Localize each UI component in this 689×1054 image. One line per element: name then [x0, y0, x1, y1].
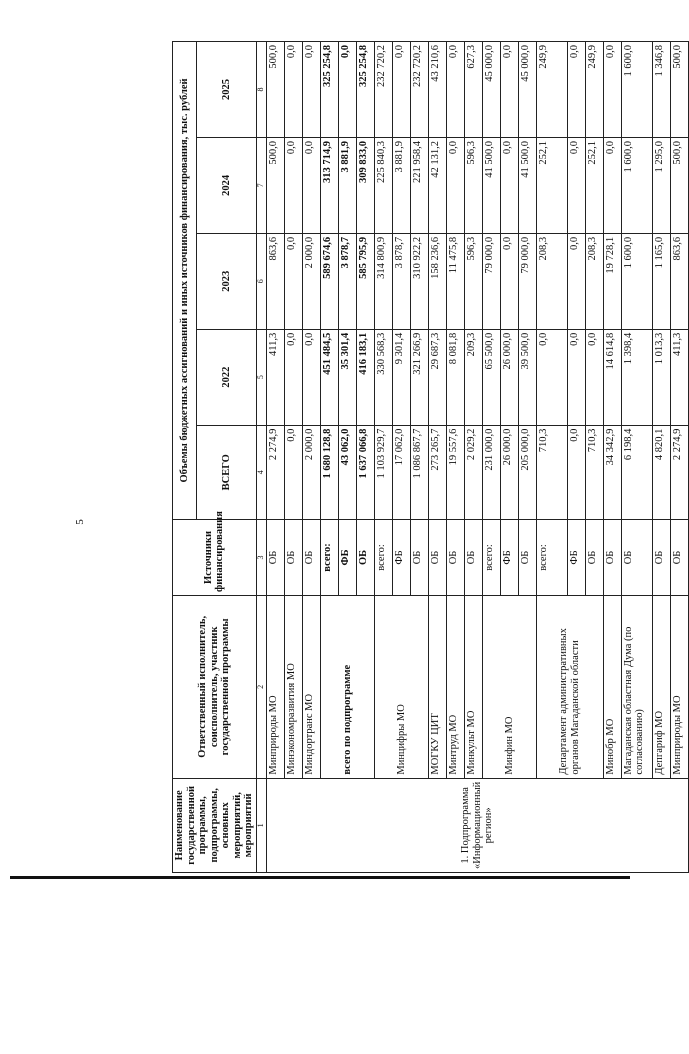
- source-cell: всего:: [536, 519, 567, 595]
- value-cell: 0,0: [500, 42, 518, 138]
- value-cell: 0,0: [585, 329, 603, 425]
- header-year-2025: 2025: [196, 42, 256, 138]
- value-cell: 585 795,9: [356, 233, 374, 329]
- source-cell: ОБ: [284, 519, 302, 595]
- value-cell: 330 568,3: [374, 329, 392, 425]
- value-cell: 863,6: [266, 233, 284, 329]
- value-cell: 2 000,0: [302, 425, 320, 519]
- header-program-name: Наименование государственной программы, подпрограммы, основных мероприятий, мероприятий: [173, 778, 257, 872]
- executor-cell: Минтруд МО: [446, 596, 464, 779]
- subprogram-title: 1. Подпрограмма «Информационный регион»: [266, 778, 688, 872]
- header-funding-source: Источники финансирования: [173, 519, 257, 595]
- value-cell: 19 728,1: [603, 233, 621, 329]
- value-cell: 4 820,1: [652, 425, 670, 519]
- value-cell: 1 295,0: [652, 137, 670, 233]
- header-executor: Ответственный исполнитель, соисполнитель, участник государственной программы: [173, 596, 257, 779]
- table-row: [670, 42, 688, 873]
- table-row: [266, 42, 284, 873]
- value-cell: 0,0: [284, 425, 302, 519]
- value-cell: 231 000,0: [482, 425, 500, 519]
- value-cell: 34 342,9: [603, 425, 621, 519]
- value-cell: 710,3: [536, 425, 567, 519]
- value-cell: 500,0: [266, 137, 284, 233]
- value-cell: 0,0: [446, 137, 464, 233]
- value-cell: 3 881,9: [392, 137, 410, 233]
- value-cell: 158 236,6: [428, 233, 446, 329]
- executor-cell: Минкульт МО: [464, 596, 482, 779]
- executor-cell: Департамент административных органов Магаданской области: [536, 596, 603, 779]
- value-cell: 1 086 867,7: [410, 425, 428, 519]
- page-number: 5: [74, 519, 86, 525]
- value-cell: 416 183,1: [356, 329, 374, 425]
- rotated-table-container: [172, 41, 683, 873]
- executor-cell: Минэкономразвития МО: [284, 596, 302, 779]
- value-cell: 6 198,4: [621, 425, 652, 519]
- value-cell: 252,1: [585, 137, 603, 233]
- table-row: [603, 42, 621, 873]
- table-row: [320, 42, 338, 873]
- executor-cell: Миндортранс МО: [302, 596, 320, 779]
- value-cell: 39 500,0: [518, 329, 536, 425]
- source-cell: ОБ: [652, 519, 670, 595]
- value-cell: 0,0: [392, 42, 410, 138]
- value-cell: 249,9: [585, 42, 603, 138]
- value-cell: 0,0: [500, 137, 518, 233]
- value-cell: 411,3: [266, 329, 284, 425]
- executor-cell: Минфин МО: [482, 596, 536, 779]
- table-row: [446, 42, 464, 873]
- value-cell: 208,3: [536, 233, 567, 329]
- value-cell: 1 103 929,7: [374, 425, 392, 519]
- value-cell: 0,0: [567, 42, 585, 138]
- value-cell: 1 600,0: [621, 233, 652, 329]
- value-cell: 43 062,0: [338, 425, 356, 519]
- source-cell: ОБ: [464, 519, 482, 595]
- header-year-2024: 2024: [196, 137, 256, 233]
- value-cell: 26 000,0: [500, 329, 518, 425]
- source-cell: ФБ: [338, 519, 356, 595]
- value-cell: 1 346,8: [652, 42, 670, 138]
- table-row: [428, 42, 446, 873]
- value-cell: 26 000,0: [500, 425, 518, 519]
- value-cell: 14 614,8: [603, 329, 621, 425]
- value-cell: 1 637 066,8: [356, 425, 374, 519]
- source-cell: ФБ: [392, 519, 410, 595]
- source-cell: ОБ: [446, 519, 464, 595]
- value-cell: 42 131,2: [428, 137, 446, 233]
- value-cell: 232 720,2: [410, 42, 428, 138]
- value-cell: 0,0: [338, 42, 356, 138]
- value-cell: 232 720,2: [374, 42, 392, 138]
- value-cell: 79 000,0: [482, 233, 500, 329]
- value-cell: 43 210,6: [428, 42, 446, 138]
- value-cell: 3 881,9: [338, 137, 356, 233]
- value-cell: 1 680 128,8: [320, 425, 338, 519]
- table-row: [284, 42, 302, 873]
- column-index: 5: [256, 329, 266, 425]
- source-cell: ОБ: [302, 519, 320, 595]
- table-row: [302, 42, 320, 873]
- value-cell: 0,0: [302, 137, 320, 233]
- value-cell: 309 833,0: [356, 137, 374, 233]
- value-cell: 0,0: [603, 42, 621, 138]
- source-cell: ОБ: [266, 519, 284, 595]
- value-cell: 313 714,9: [320, 137, 338, 233]
- source-cell: ОБ: [670, 519, 688, 595]
- value-cell: 0,0: [284, 233, 302, 329]
- source-cell: всего:: [374, 519, 392, 595]
- value-cell: 3 878,7: [392, 233, 410, 329]
- source-cell: ОБ: [603, 519, 621, 595]
- value-cell: 17 062,0: [392, 425, 410, 519]
- value-cell: 325 254,8: [356, 42, 374, 138]
- value-cell: 710,3: [585, 425, 603, 519]
- budget-table: [172, 41, 689, 873]
- value-cell: 3 878,7: [338, 233, 356, 329]
- value-cell: 863,6: [670, 233, 688, 329]
- table-row: [374, 42, 392, 873]
- value-cell: 0,0: [567, 329, 585, 425]
- source-cell: всего:: [320, 519, 338, 595]
- divider-line: [10, 876, 630, 879]
- value-cell: 221 958,4: [410, 137, 428, 233]
- value-cell: 2 274,9: [266, 425, 284, 519]
- value-cell: 0,0: [567, 425, 585, 519]
- value-cell: 411,3: [670, 329, 688, 425]
- source-cell: ОБ: [356, 519, 374, 595]
- header-total: ВСЕГО: [196, 425, 256, 519]
- header-year-2022: 2022: [196, 329, 256, 425]
- value-cell: 325 254,8: [320, 42, 338, 138]
- value-cell: 0,0: [567, 233, 585, 329]
- value-cell: 209,3: [464, 329, 482, 425]
- value-cell: 321 266,9: [410, 329, 428, 425]
- source-cell: ОБ: [585, 519, 603, 595]
- table-row: [652, 42, 670, 873]
- table-row: [621, 42, 652, 873]
- table-row: [482, 42, 500, 873]
- executor-cell: МОГКУ ЦИТ: [428, 596, 446, 779]
- value-cell: 500,0: [670, 137, 688, 233]
- value-cell: 500,0: [266, 42, 284, 138]
- source-cell: ОБ: [518, 519, 536, 595]
- table-row: [464, 42, 482, 873]
- source-cell: ФБ: [500, 519, 518, 595]
- value-cell: 500,0: [670, 42, 688, 138]
- column-index: 6: [256, 233, 266, 329]
- value-cell: 79 000,0: [518, 233, 536, 329]
- column-index: 4: [256, 425, 266, 519]
- value-cell: 11 475,8: [446, 233, 464, 329]
- value-cell: 273 265,7: [428, 425, 446, 519]
- source-cell: ОБ: [621, 519, 652, 595]
- source-cell: ОБ: [410, 519, 428, 595]
- value-cell: 0,0: [536, 329, 567, 425]
- source-cell: ФБ: [567, 519, 585, 595]
- source-cell: ОБ: [428, 519, 446, 595]
- value-cell: 35 301,4: [338, 329, 356, 425]
- column-index: 8: [256, 42, 266, 138]
- value-cell: 1 398,4: [621, 329, 652, 425]
- value-cell: 1 600,0: [621, 42, 652, 138]
- value-cell: 205 000,0: [518, 425, 536, 519]
- value-cell: 1 165,0: [652, 233, 670, 329]
- value-cell: 29 687,3: [428, 329, 446, 425]
- value-cell: 2 029,2: [464, 425, 482, 519]
- value-cell: 225 840,3: [374, 137, 392, 233]
- value-cell: 310 922,2: [410, 233, 428, 329]
- value-cell: 596,3: [464, 137, 482, 233]
- column-index: 2: [256, 596, 266, 779]
- value-cell: 41 500,0: [518, 137, 536, 233]
- value-cell: 252,1: [536, 137, 567, 233]
- column-index: 7: [256, 137, 266, 233]
- executor-cell: Минприроды МО: [670, 596, 688, 779]
- header-budget-group: Объемы бюджетных ассигнований и иных источников финансирования, тыс. рублей: [173, 42, 197, 520]
- column-index-row: [256, 42, 266, 873]
- value-cell: 45 000,0: [482, 42, 500, 138]
- value-cell: 314 800,9: [374, 233, 392, 329]
- table-row: [536, 42, 567, 873]
- source-cell: всего:: [482, 519, 500, 595]
- value-cell: 1 600,0: [621, 137, 652, 233]
- value-cell: 451 484,5: [320, 329, 338, 425]
- value-cell: 19 557,6: [446, 425, 464, 519]
- value-cell: 41 500,0: [482, 137, 500, 233]
- executor-cell: Минцифры МО: [374, 596, 428, 779]
- value-cell: 0,0: [567, 137, 585, 233]
- column-index: 3: [256, 519, 266, 595]
- value-cell: 249,9: [536, 42, 567, 138]
- header-year-2023: 2023: [196, 233, 256, 329]
- value-cell: 0,0: [500, 233, 518, 329]
- executor-cell: Минприроды МО: [266, 596, 284, 779]
- value-cell: 1 013,3: [652, 329, 670, 425]
- value-cell: 65 500,0: [482, 329, 500, 425]
- value-cell: 0,0: [284, 329, 302, 425]
- value-cell: 589 674,6: [320, 233, 338, 329]
- value-cell: 9 301,4: [392, 329, 410, 425]
- executor-cell: всего по подпрограмме: [320, 596, 374, 779]
- value-cell: 0,0: [603, 137, 621, 233]
- value-cell: 0,0: [302, 329, 320, 425]
- column-index: 1: [256, 778, 266, 872]
- value-cell: 0,0: [284, 137, 302, 233]
- executor-cell: Депгариф МО: [652, 596, 670, 779]
- value-cell: 2 274,9: [670, 425, 688, 519]
- executor-cell: Минобр МО: [603, 596, 621, 779]
- value-cell: 0,0: [284, 42, 302, 138]
- value-cell: 2 000,0: [302, 233, 320, 329]
- value-cell: 45 000,0: [518, 42, 536, 138]
- value-cell: 596,3: [464, 233, 482, 329]
- executor-cell: Магаданская областная Дума (по согласованию): [621, 596, 652, 779]
- value-cell: 0,0: [302, 42, 320, 138]
- value-cell: 0,0: [446, 42, 464, 138]
- value-cell: 208,3: [585, 233, 603, 329]
- value-cell: 627,3: [464, 42, 482, 138]
- value-cell: 8 081,8: [446, 329, 464, 425]
